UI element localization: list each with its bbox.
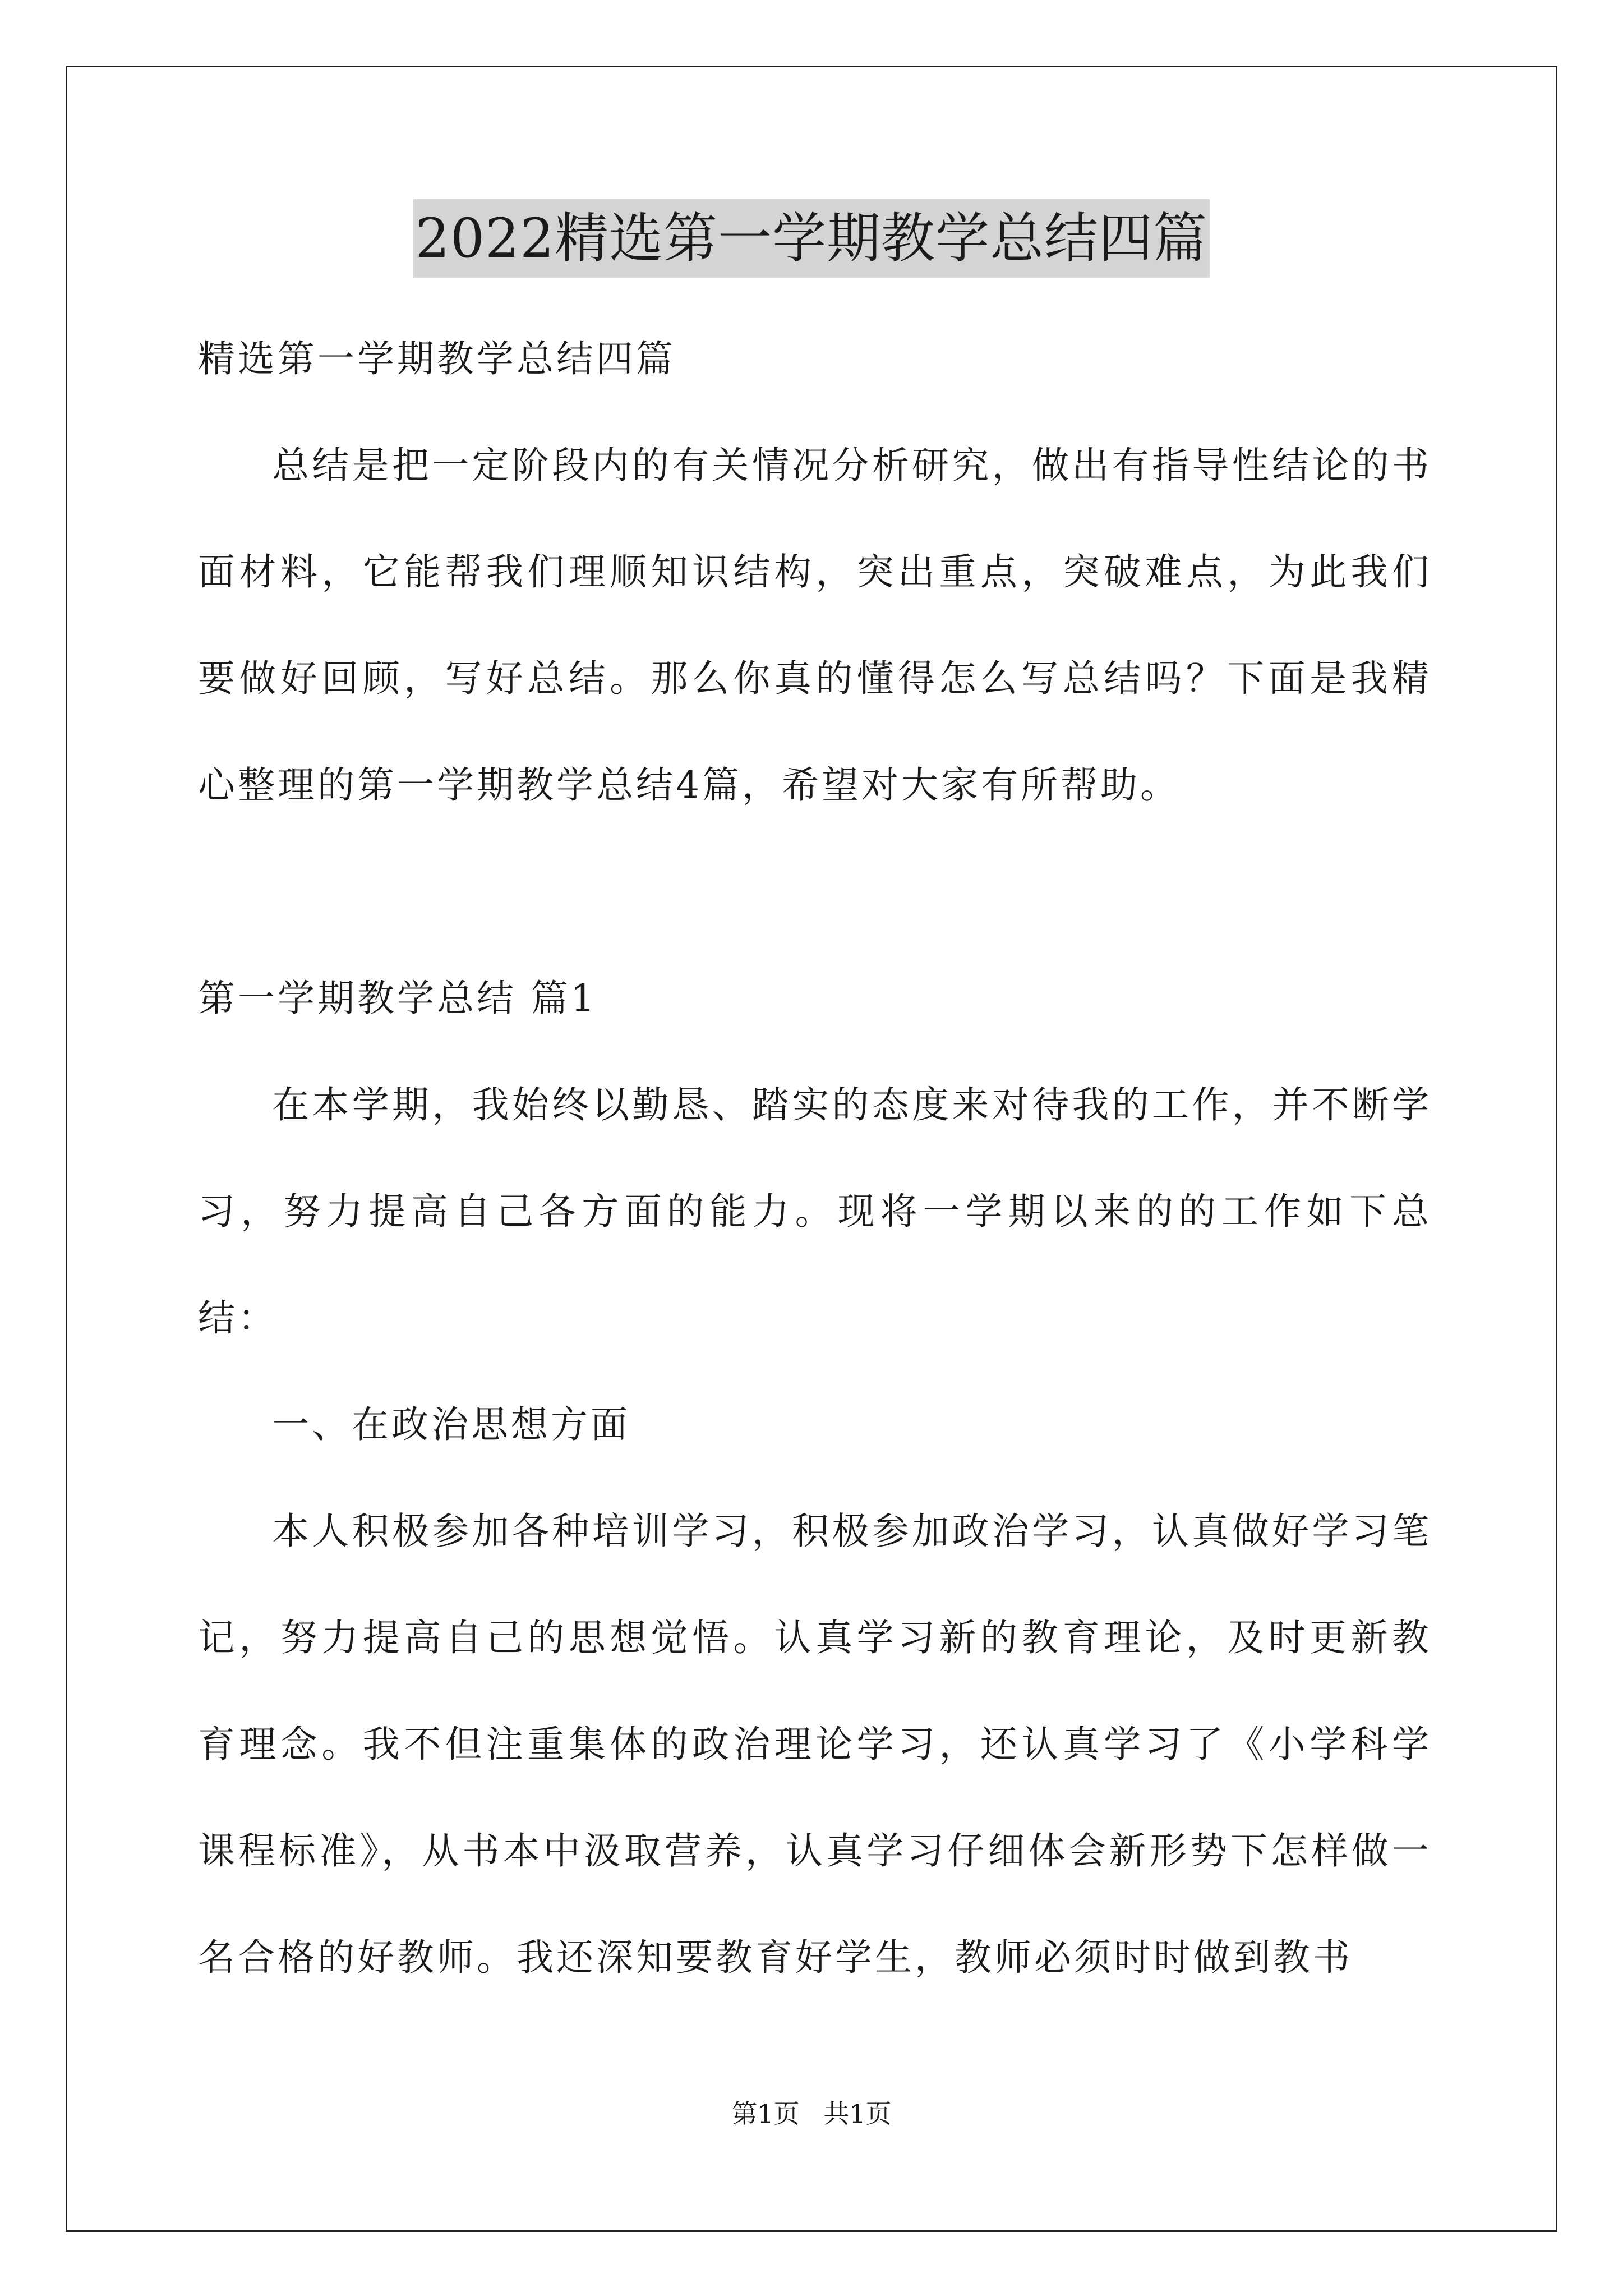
section-heading: 第一学期教学总结 篇1 — [198, 977, 597, 1020]
intro-paragraph: 总结是把一定阶段内的有关情况分析研究，做出有指导性结论的书面材料，它能帮我们理顺知识结构，突出重点，突破难点，为此我们要做好回顾，写好总结。那么你真的懂得怎么写总结吗？下面是我精心整理的第一学期教学总结4篇，希望对大家有所帮助。 — [198, 444, 1432, 807]
page-footer — [0, 2097, 1623, 2131]
title-container — [0, 199, 1623, 278]
page-total: 共1页 — [823, 2099, 892, 2129]
page-number: 第1页 — [731, 2099, 800, 2129]
section-paragraph: 本人积极参加各种培训学习，积极参加政治学习，认真做好学习笔记，努力提高自己的思想觉悟。认真学习新的教育理论，及时更新教育理念。我不但注重集体的政治理论学习，还认真学习了《小学科学课程标准》，从书本中汲取营养，认真学习仔细体会新形势下怎样做一名合格的好教师。我还深知要教育好学生，教师必须时时做到教书 — [198, 1510, 1432, 1979]
subtitle: 精选第一学期教学总结四篇 — [198, 337, 676, 380]
subsection-heading: 一、在政治思想方面 — [272, 1403, 630, 1446]
document-body — [198, 306, 1432, 2011]
document-title: 2022精选第一学期教学总结四篇 — [413, 199, 1210, 278]
section-paragraph: 在本学期，我始终以勤恳、踏实的态度来对待我的工作，并不断学习，努力提高自己各方面的能力。现将一学期以来的的工作如下总结： — [198, 1083, 1432, 1340]
section-spacer — [198, 839, 1432, 945]
